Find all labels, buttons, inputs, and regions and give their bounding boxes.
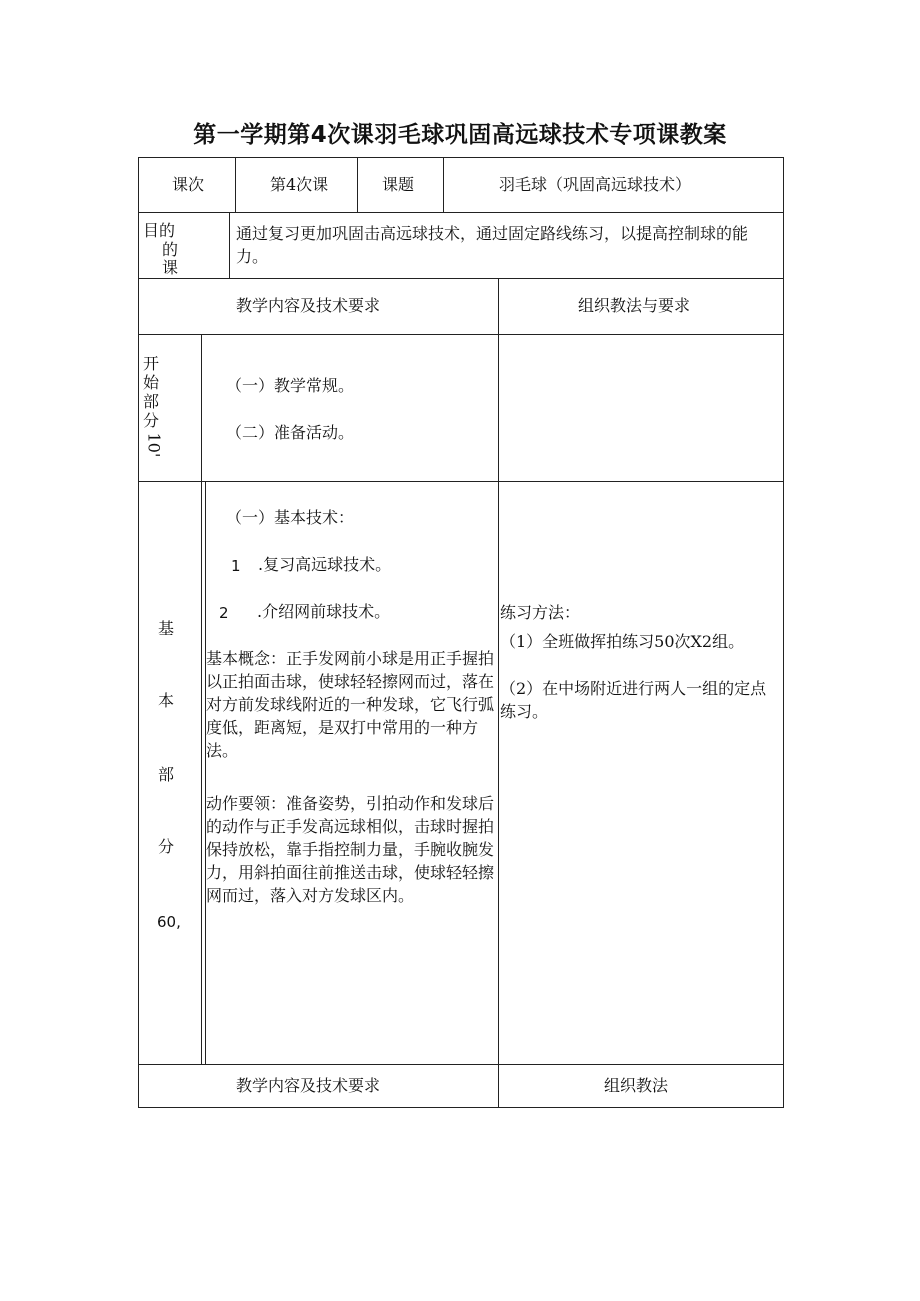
start-item-routine: （一）教学常规。 [226, 376, 355, 395]
footer-content-header: 教学内容及技术要求 [236, 1076, 381, 1095]
item2-number: 2 [219, 604, 229, 622]
practice-title: 练习方法： [500, 603, 581, 622]
basic-technique-heading: （一）基本技术： [226, 508, 355, 527]
page-title: 第一学期第4次课羽毛球巩固高远球技术专项课教案 [193, 122, 727, 148]
item1-number: 1 [231, 557, 241, 575]
basic-concept-paragraph: 基本概念：正手发网前小球是用正手握拍以正拍面击球，使球轻轻擦网而过，落在对方前发球线附近的一种发球，它飞行弧度低，距离短，是双打中常用的一种方法。 [206, 649, 495, 760]
topic-label: 课题 [382, 175, 415, 194]
footer-method-header: 组织教法 [604, 1076, 669, 1095]
lesson-label: 课次 [172, 175, 205, 194]
topic-value: 羽毛球（巩固高远球技术） [499, 175, 692, 194]
lesson-value: 第4次课 [270, 175, 329, 194]
objective-text: 通过复习更加巩固击高远球技术，通过固定路线练习，以提高控制球的能力。 [236, 224, 749, 266]
content-column-header: 教学内容及技术要求 [236, 296, 381, 315]
practice-item-1: （1）全班做挥拍练习50次X2组。 [500, 632, 745, 651]
practice-item-2: （2）在中场附近进行两人一组的定点练习。 [500, 679, 767, 721]
item1-text: .复习高远球技术。 [258, 555, 392, 574]
start-item-warmup: （二）准备活动。 [226, 423, 355, 442]
start-section-time: 10' [144, 432, 164, 458]
basic-section-time: 60, [157, 913, 181, 931]
method-column-header: 组织教法与要求 [578, 296, 691, 315]
item2-text: .介绍网前球技术。 [257, 602, 391, 621]
action-essentials-paragraph: 动作要领：准备姿势，引拍动作和发球后的动作与正手发高远球相似，击球时握拍保持放松，靠手指控制力量，手腕收腕发力，用斜拍面往前推送击球，使球轻轻擦网而过，落入对方发球区内。 [206, 794, 495, 905]
